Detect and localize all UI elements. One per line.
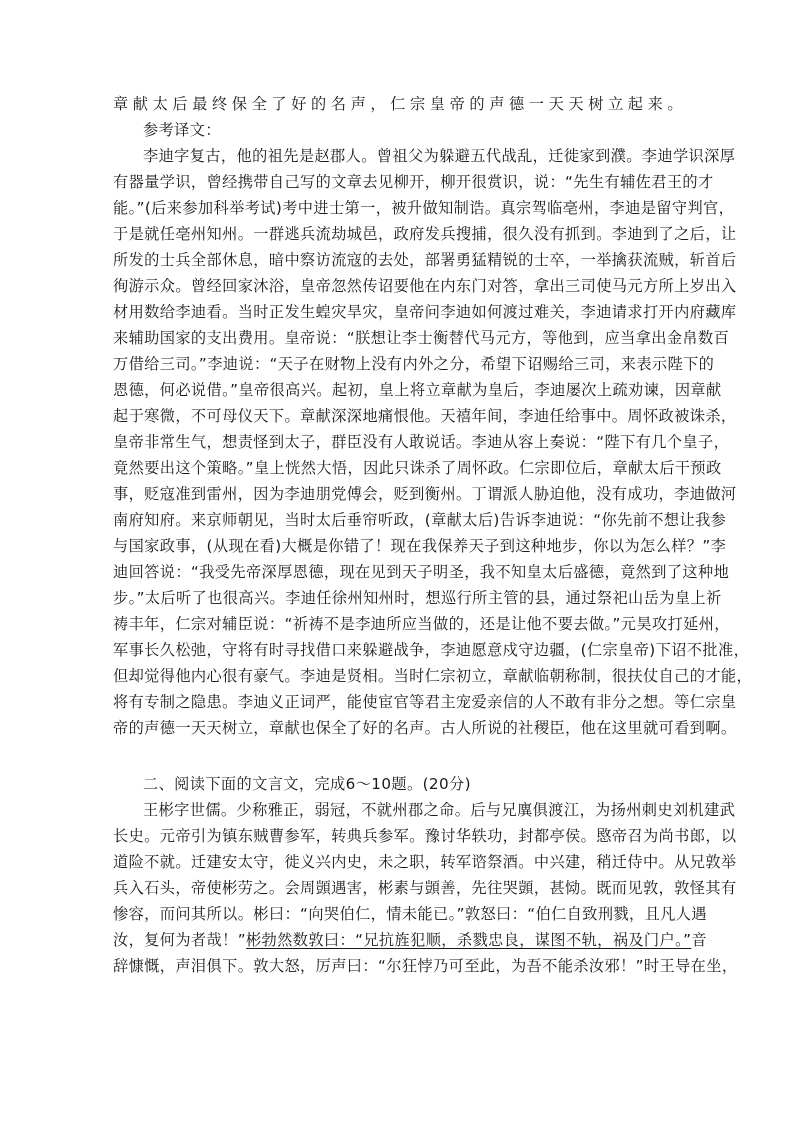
underlined-sentence: 彬勃然数敦曰：“兄抗旌犯顺，杀戮忠良，谋图不轨，祸及门户。” xyxy=(245,931,692,949)
translation-line: 起于寒微，不可母仪天下。章献深深地痛恨他。天禧年间，李迪任给事中。周怀政被诛杀， xyxy=(113,407,737,425)
translation-line: 祷丰年，仁宗对辅臣说：“祈祷不是李迪所应当做的，还是让他不要去做。”元昊攻打延州， xyxy=(113,615,730,633)
translation-line: 步。”太后听了也很高兴。李迪任徐州知州时，想巡行所主管的县，通过祭祀山岳为皇上祈 xyxy=(113,589,722,607)
translation-line: 南府知府。来京师朝见，当时太后垂帘听政，(章献太后)告诉李迪说：“你先前不想让我参 xyxy=(113,511,727,529)
passage-line: 辞慷慨，声泪俱下。敦大怒，厉声曰：“尔狂悖乃可至此，为吾不能杀汝邪！”时王导在坐， xyxy=(113,957,738,975)
translation-line: 来辅助国家的支出费用。皇帝说：“朕想让李士衡替代马元方，等他到，应当拿出金帛数百 xyxy=(113,329,730,347)
translation-line: 材用数给李迪看。当时正发生蝗灾旱灾，皇帝问李迪如何渡过难关，李迪请求打开内府藏库 xyxy=(113,303,737,321)
passage-line: 道险不就。迁建安太守，徙义兴内史，未之职，转军谘祭酒。中兴建，稍迁侍中。从兄敦举 xyxy=(113,853,737,871)
translation-line: 徇游示众。曾经回家沐浴，皇帝忽然传诏要他在内东门对答，拿出三司使马元方所上岁出入 xyxy=(113,277,737,295)
translation-line: 有器量学识，曾经携带自己写的文章去见柳开，柳开很赏识，说：“先生有辅佐君王的才 xyxy=(113,173,714,191)
passage-line: 王彬字世儒。少称雅正，弱冠，不就州郡之命。后与兄廙俱渡江，为扬州刺史刘机建武 xyxy=(143,801,736,819)
translation-line: 万借给三司。”李迪说：“天子在财物上没有内外之分，希望下诏赐给三司，来表示陛下的 xyxy=(113,355,715,373)
translation-line: 皇帝非常生气，想责怪到太子，群臣没有人敢说话。李迪从容上奏说：“陛下有几个皇子， xyxy=(113,433,730,451)
translation-line: 能。”(后来参加科举考试)考中进士第一，被升做知制诰。真宗驾临亳州，李迪是留守判官， xyxy=(113,199,735,217)
translation-line: 但却觉得他内心很有豪气。李迪是贤相。当时仁宗初立，章献临朝称制，很扶仗自己的才能， xyxy=(113,667,753,685)
translation-line: 事，贬寇准到雷州，因为李迪朋党傅会，贬到衡州。丁谓派人胁迫他，没有成功，李迪做河 xyxy=(113,485,737,503)
translation-line: 于是就任亳州知州。一群逃兵流劫城邑，政府发兵搜捕，很久没有抓到。李迪到了之后，让 xyxy=(113,225,737,243)
translation-line: 与国家政事，(从现在看)大概是你错了！现在我保养天子到这种地步，你以为怎么样？”李 xyxy=(113,537,727,555)
intro-closing-line: 章献太后最终保全了好的名声，仁宗皇帝的声德一天天树立起来。 xyxy=(113,95,683,113)
translation-line: 所发的士兵全部休息，暗中察访流寇的去处，部署勇猛精锐的士卒，一举擒获流贼，斩首后 xyxy=(113,251,737,269)
passage-line: 长史。元帝引为镇东贼曹参军，转典兵参军。豫讨华轶功，封都亭侯。愍帝召为尚书郎，以 xyxy=(113,827,737,845)
passage-line-mixed xyxy=(113,930,707,952)
translation-line: 将有专制之隐患。李迪义正词严，能使宦官等君主宠爱亲信的人不敢有非分之想。等仁宗皇 xyxy=(113,693,737,711)
translation-line: 李迪字复古，他的祖先是赵郡人。曾祖父为躲避五代战乱，迁徙家到濮。李迪学识深厚 xyxy=(143,147,736,165)
passage-segment: 音 xyxy=(691,931,707,949)
passage-segment: 汝，复何为者哉！” xyxy=(113,931,246,949)
translation-line: 竟然要出这个策略。”皇上恍然大悟，因此只诛杀了周怀政。仁宗即位后，章献太后干预政 xyxy=(113,459,722,477)
section-two-heading: 二、阅读下面的文言文，完成6～10题。(20分) xyxy=(143,775,471,793)
translation-line: 军事长久松弛，守将有时寻找借口来躲避战争，李迪愿意戍守边疆，(仁宗皇帝)下诏不批准， xyxy=(113,641,750,659)
translation-line: 帝的声德一天天树立，章献也保全了好的名声。古人所说的社稷臣，他在这里就可看到啊。 xyxy=(113,719,737,737)
translation-line: 恩德，何必说借。”皇帝很高兴。起初，皇上将立章献为皇后，李迪屡次上疏劝谏，因章献 xyxy=(113,381,722,399)
passage-line: 兵入石头，帝使彬劳之。会周顗遇害，彬素与顗善，先往哭顗，甚恸。既而见敦，敦怪其有 xyxy=(113,879,737,897)
passage-line: 惨容，而问其所以。彬曰：“向哭伯仁，情未能已。”敦怒曰：“伯仁自致刑戮，且凡人遇 xyxy=(113,905,707,923)
translation-line: 迪回答说：“我受先帝深厚恩德，现在见到天子明圣，我不知皇太后盛德，竟然到了这种地 xyxy=(113,563,730,581)
translation-heading: 参考译文： xyxy=(143,121,221,139)
